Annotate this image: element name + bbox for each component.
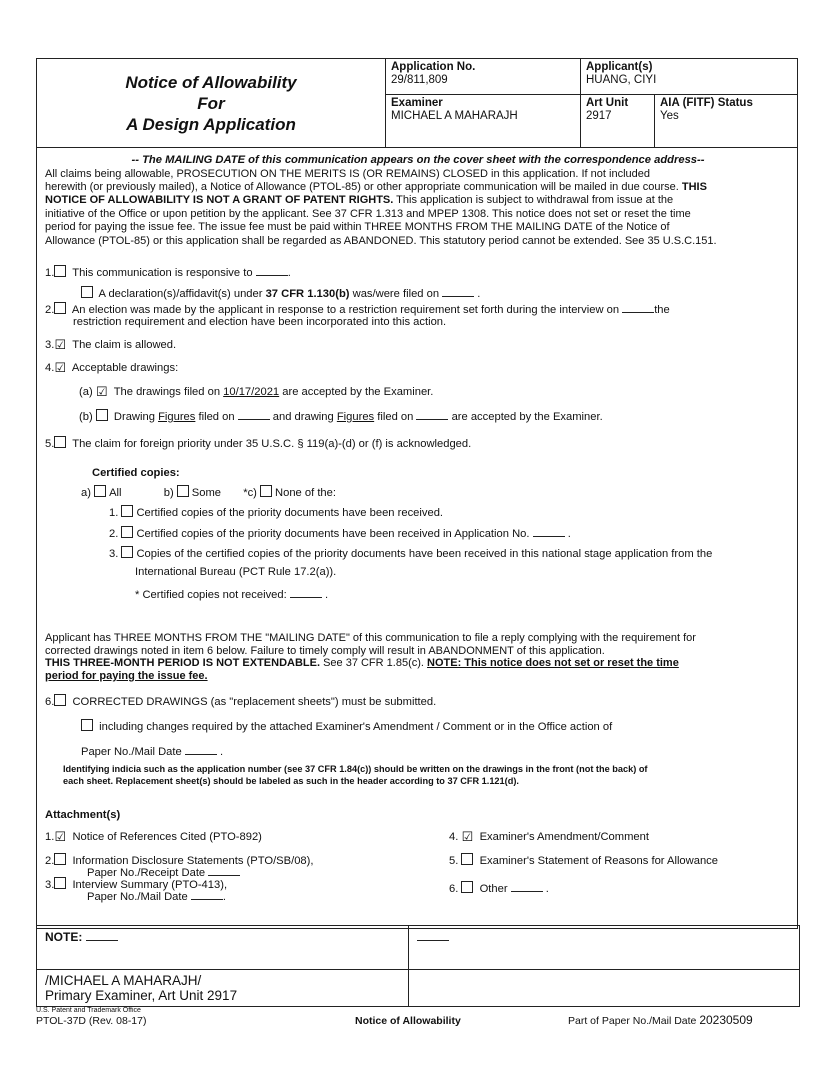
aia-label: AIA (FITF) Status [660, 97, 753, 109]
intro-paragraph [45, 168, 791, 248]
attachment-3-text: Interview Summary (PTO-413), [72, 879, 228, 891]
attachment-number: 1. [45, 831, 55, 843]
all-label: All [109, 487, 122, 499]
certified-heading: Certified copies: [92, 467, 180, 479]
attachment-5-checkbox[interactable] [461, 853, 473, 865]
item-4b-checkbox[interactable] [96, 409, 108, 421]
blank-field[interactable] [185, 744, 217, 755]
blank-field[interactable] [533, 526, 565, 537]
item-2-text: An election was made by the applicant in response to a restriction requirement set forth during the interview on [71, 304, 620, 316]
item-1 [45, 265, 291, 281]
application-no-cell [386, 59, 580, 95]
cert-num: 3. [109, 548, 119, 560]
aia-value: Yes [660, 110, 679, 122]
item-number: 2. [45, 304, 55, 316]
item-1a-checkbox[interactable] [81, 286, 93, 298]
certified-options [81, 485, 336, 501]
none-checkbox[interactable] [260, 485, 272, 497]
item-1-checkbox[interactable] [54, 265, 66, 277]
intro-bold: NOTICE OF ALLOWABILITY IS NOT A GRANT OF PATENT RIGHTS. [45, 194, 394, 207]
reply-bold: THIS THREE-MONTH PERIOD IS NOT EXTENDABLE. [45, 657, 321, 670]
title-line-2: For [197, 93, 225, 113]
footer-center: Notice of Allowability [355, 1015, 461, 1027]
aia-cell [654, 95, 797, 147]
item-4b-text: filed on [374, 411, 414, 423]
attachment-3-sub: Paper No./Mail Date . [87, 891, 226, 903]
item-number: 4. [45, 362, 55, 374]
attachment-2-checkbox[interactable] [54, 853, 66, 865]
item-1-end: . [287, 267, 291, 279]
item-4a-label: (a) [79, 386, 93, 398]
option-c: *c) [243, 487, 257, 499]
item-1a-cfr: 37 CFR 1.130(b) [265, 288, 350, 300]
attachment-4-checkbox[interactable]: ☑ [461, 829, 474, 844]
applicants-label: Applicant(s) [586, 61, 653, 73]
none-label: None of the: [275, 487, 336, 499]
application-no-label: Application No. [391, 61, 476, 73]
item-4 [45, 362, 178, 376]
attachment-6: 6. Other . [449, 883, 549, 895]
signature-right-cell [409, 970, 799, 1006]
intro-line: period for paying the issue fee. The issue fee must be paid within THREE MONTHS FROM THE MAILING DATE of the Notice of [45, 221, 670, 234]
form-body [36, 148, 798, 929]
item-6-paper: Paper No./Mail Date . [81, 746, 224, 758]
item-6-checkbox[interactable] [54, 694, 66, 706]
attachment-number: 2. [45, 855, 55, 867]
item-4b-label: (b) [79, 411, 93, 423]
item-3-checkbox[interactable]: ☑ [54, 337, 67, 352]
reply-paragraph [45, 632, 696, 682]
note-right-blank[interactable] [417, 930, 449, 941]
item-6-sub-checkbox[interactable] [81, 719, 93, 731]
notice-form [36, 58, 798, 929]
cert-1-checkbox[interactable] [121, 505, 133, 517]
art-unit-cell [580, 95, 654, 147]
blank-field[interactable] [511, 881, 543, 892]
item-1a: A declaration(s)/affidavit(s) under 37 CFR 1.130(b) was/were filed on . [81, 286, 480, 302]
indicia-line: Identifying indicia such as the application number (see 37 CFR 1.84(c)) should be written on the drawings in the front (not the back) of [63, 764, 648, 774]
mail-date: 20230509 [699, 1013, 753, 1027]
attachment-4 [449, 831, 649, 845]
form-number: PTOL-37D (Rev. 08-17) [36, 1015, 147, 1027]
item-number: 3. [45, 339, 55, 351]
item-6-sub [81, 719, 612, 735]
item-5 [45, 436, 471, 452]
application-no-value: 29/811,809 [391, 74, 448, 86]
mailing-date-note: -- The MAILING DATE of this communication appears on the cover sheet with the correspondence address-- [131, 154, 705, 166]
some-label: Some [191, 487, 222, 499]
certified-2: 2. Certified copies of the priority documents have been received in Application No. . [109, 528, 571, 540]
attachment-6-checkbox[interactable] [461, 881, 473, 893]
footer-right [568, 1013, 753, 1027]
paper-label: Paper No./Mail Date [81, 746, 182, 758]
blank-field[interactable] [238, 409, 270, 420]
examiner-title: Primary Examiner, Art Unit 2917 [45, 988, 238, 1003]
attachment-number: 3. [45, 879, 55, 891]
item-4a-text: The drawings filed on [113, 386, 224, 398]
blank-field[interactable] [256, 265, 288, 276]
item-2-checkbox[interactable] [54, 302, 66, 314]
examiner-label: Examiner [391, 97, 443, 109]
attachment-2-sub-text: Paper No./Receipt Date [87, 867, 206, 879]
item-2-the: the [654, 304, 670, 316]
figures-link: Figures [158, 411, 196, 423]
note-right-cell [409, 926, 799, 970]
uspto-label: U.S. Patent and Trademark Office [36, 1007, 141, 1014]
blank-field[interactable] [290, 587, 322, 598]
attachment-1-checkbox[interactable]: ☑ [54, 829, 67, 844]
intro-line: Allowance (PTOL-85) or this application shall be regarded as ABANDONED. This statutory period cannot be extended. See 35 U.S.C.151. [45, 234, 717, 247]
blank-field[interactable] [208, 865, 240, 876]
intro-bold: THIS [681, 181, 707, 193]
blank-field[interactable] [622, 302, 654, 313]
item-1-text: This communication is responsive to [72, 267, 253, 279]
form-title [37, 59, 386, 147]
intro-text: This application is subject to withdrawal from issue at the [393, 194, 674, 207]
option-a: a) [81, 487, 91, 499]
intro-line [45, 181, 791, 194]
attachment-4-text: Examiner's Amendment/Comment [479, 831, 649, 843]
note-cell [37, 926, 409, 970]
item-6-text: CORRECTED DRAWINGS (as "replacement sheets") must be submitted. [72, 696, 437, 708]
attachment-1 [45, 831, 262, 845]
item-3-text: The claim is allowed. [72, 339, 177, 351]
intro-line [45, 194, 791, 207]
cert-num: 1. [109, 507, 119, 519]
signature-box [36, 925, 800, 1007]
attachment-3-sub-text: Paper No./Mail Date [87, 891, 188, 903]
signature-cell [37, 970, 409, 1006]
not-received-text: * Certified copies not received: [135, 589, 287, 601]
cert-2-checkbox[interactable] [121, 526, 133, 538]
identifying-indicia [63, 763, 648, 787]
item-number: 1. [45, 267, 55, 279]
item-4b-text: filed on [195, 411, 235, 423]
item-5-checkbox[interactable] [54, 436, 66, 448]
attachment-2-text: Information Disclosure Statements (PTO/SB/08), [72, 855, 314, 867]
item-6 [45, 694, 436, 710]
certified-3 [109, 546, 712, 562]
cert-3-checkbox[interactable] [121, 546, 133, 558]
item-1a-end: was/were filed on [349, 288, 440, 300]
header-box [36, 58, 798, 148]
blank-field[interactable] [191, 889, 223, 900]
intro-line: All claims being allowable, PROSECUTION ON THE MERITS IS (OR REMAINS) CLOSED in this application. If not included [45, 167, 650, 180]
attachment-3-checkbox[interactable] [54, 877, 66, 889]
art-unit-label: Art Unit [586, 97, 629, 109]
certified-1 [109, 505, 443, 521]
applicants-value: HUANG, CIYI [586, 74, 657, 86]
footer-right-text: Part of Paper No./Mail Date [568, 1015, 700, 1027]
reply-line: corrected drawings noted in item 6 below. Failure to timely comply will result in ABANDONMENT of this application. [45, 644, 605, 657]
item-4b [79, 409, 603, 425]
item-4b-text: are accepted by the Examiner. [451, 411, 603, 423]
drawings-filed-date: 10/17/2021 [223, 386, 280, 398]
reply-line [45, 657, 696, 670]
note-label: NOTE: [45, 930, 83, 944]
not-received: * Certified copies not received: . [135, 589, 329, 601]
item-6-sub-text: including changes required by the attached Examiner's Amendment / Comment or in the Office action of [99, 721, 613, 733]
attachment-5-text: Examiner's Statement of Reasons for Allowance [479, 855, 718, 867]
cert-num: 2. [109, 528, 119, 540]
examiner-cell [386, 95, 580, 147]
reply-note: NOTE: This notice does not set or reset the time [427, 657, 679, 670]
all-checkbox[interactable] [94, 485, 106, 497]
note-blank[interactable] [86, 930, 118, 941]
item-number: 6. [45, 696, 55, 708]
cert-1-text: Certified copies of the priority documents have been received. [136, 507, 444, 519]
certified-3-cont: International Bureau (PCT Rule 17.2(a)). [135, 566, 337, 578]
cert-2-text: Certified copies of the priority documents have been received in Application No. [136, 528, 530, 540]
art-unit-value: 2917 [586, 110, 612, 122]
item-2-cont: restriction requirement and election have been incorporated into this action. [73, 316, 447, 328]
reply-text: See 37 CFR 1.85(c). [320, 657, 428, 670]
item-4-checkbox[interactable]: ☑ [54, 360, 67, 375]
attachment-number: 5. [449, 855, 459, 867]
item-1a-text: A declaration(s)/affidavit(s) under [98, 288, 266, 300]
item-number: 5. [45, 438, 55, 450]
attachment-number: 6. [449, 883, 459, 895]
examiner-value: MICHAEL A MAHARAJH [391, 110, 518, 122]
examiner-signature: /MICHAEL A MAHARAJH/ [45, 973, 202, 988]
item-4a-checkbox[interactable]: ☑ [95, 384, 108, 399]
indicia-line: each sheet. Replacement sheet(s) should be labeled as such in the header according to 37 CFR 1.121(d). [63, 776, 519, 786]
attachment-5 [449, 853, 718, 869]
attachment-number: 4. [449, 831, 459, 843]
blank-field[interactable] [442, 286, 474, 297]
some-checkbox[interactable] [177, 485, 189, 497]
intro-text: herewith (or previously mailed), a Notice of Allowance (PTOL-85) or other appropriate communication will be mailed in due course. [45, 181, 682, 193]
blank-field[interactable] [416, 409, 448, 420]
item-4a [79, 386, 433, 400]
intro-line: initiative of the Office or upon petition by the applicant. See 37 CFR 1.313 and MPEP 1308. This notice does not set or reset the time [45, 207, 691, 220]
item-3 [45, 339, 176, 353]
title-line-3: A Design Application [126, 114, 296, 134]
item-4b-text: and drawing [272, 411, 337, 423]
reply-line: period for paying the issue fee. [45, 669, 208, 682]
attachment-6-text: Other [479, 883, 508, 895]
header-fields [386, 59, 797, 147]
item-5-text: The claim for foreign priority under 35 U.S.C. § 119(a)-(d) or (f) is acknowledged. [72, 438, 472, 450]
option-b: b) [163, 487, 174, 499]
item-4-text: Acceptable drawings: [71, 362, 179, 374]
item-4a-end: are accepted by the Examiner. [279, 386, 434, 398]
item-4b-text: Drawing [113, 411, 159, 423]
applicants-cell [580, 59, 797, 95]
title-line-1: Notice of Allowability [125, 72, 297, 92]
attachment-1-text: Notice of References Cited (PTO-892) [72, 831, 262, 843]
attachments-heading: Attachment(s) [45, 809, 121, 821]
cert-3-text: Copies of the certified copies of the priority documents have been received in this national stage application from the [136, 548, 713, 560]
figures-link: Figures [336, 411, 375, 423]
reply-line: Applicant has THREE MONTHS FROM THE "MAILING DATE" of this communication to file a reply complying with the requirement for [45, 632, 696, 644]
